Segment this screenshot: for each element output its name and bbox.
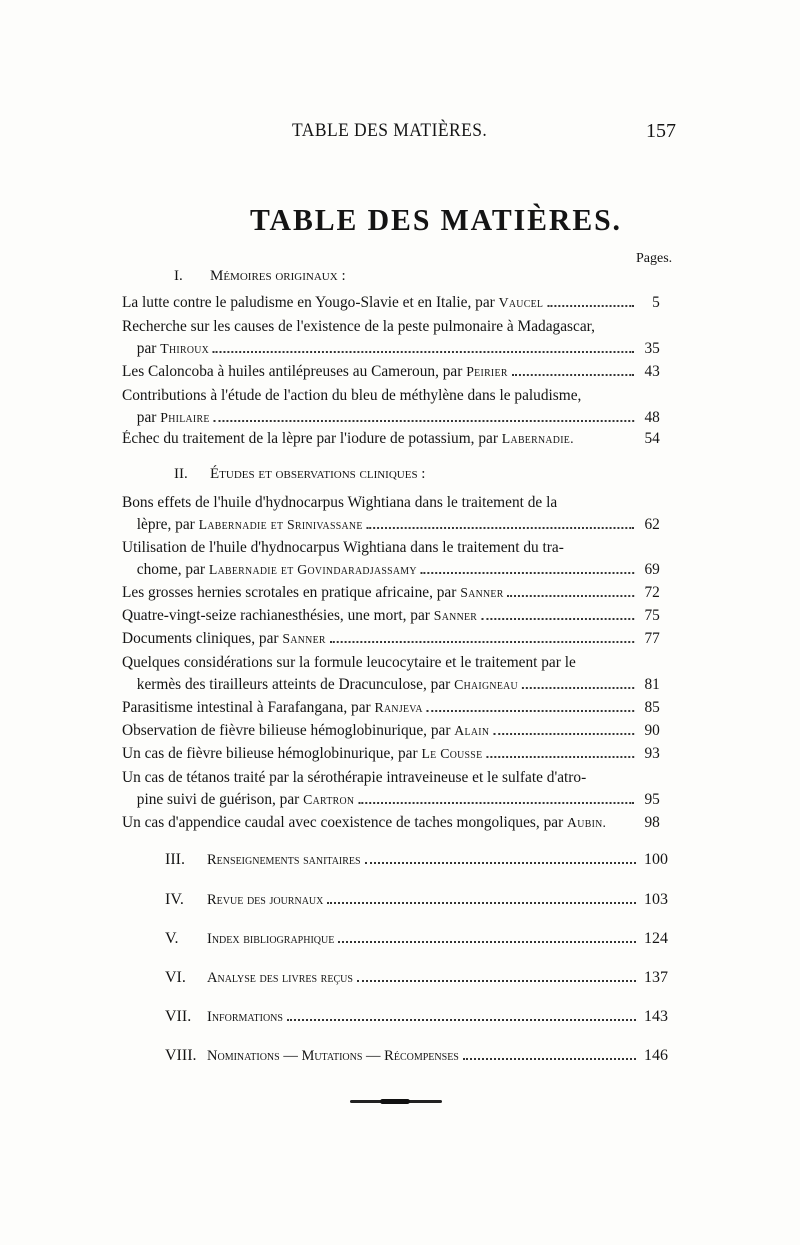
entry-author: Labernadie. <box>501 432 574 447</box>
leader-dots <box>512 373 635 376</box>
entry-text: Contributions à l'étude de l'action du bleu de méthylène dans le paludisme, <box>122 387 582 404</box>
toc-entry <box>122 385 660 430</box>
entry-page: 35 <box>644 340 660 357</box>
toc-entry <box>122 537 660 582</box>
toc-entry <box>122 582 660 605</box>
entry-author: Le Cousse <box>421 747 483 762</box>
section-number: V. <box>165 930 179 947</box>
leader-dots <box>463 1057 636 1060</box>
section-number: II. <box>174 466 188 482</box>
leader-dots <box>327 901 636 904</box>
entry-page: 90 <box>644 722 660 739</box>
entry-text: Un cas d'appendice caudal avec coexistence de taches mongoliques, par <box>122 814 564 831</box>
entry-author: Labernadie et Govindaradjassamy <box>208 563 417 578</box>
toc-entry <box>122 767 660 812</box>
leader-dots <box>547 304 634 307</box>
entry-text: Un cas de tétanos traité par la sérothérapie intraveineuse et le sulfate d'atro- <box>122 769 587 786</box>
toc-section-entry <box>165 1045 668 1067</box>
toc-section-entry <box>165 889 668 911</box>
entry-text: kermès des tirailleurs atteints de Dracunculose, par <box>136 676 451 693</box>
section-title: Études et observations cliniques : <box>210 466 426 482</box>
entry-text: Parasitisme intestinal à Farafangana, par <box>122 699 371 716</box>
section-heading-1 <box>174 268 346 285</box>
entry-page: 62 <box>644 516 660 533</box>
entry-text: pine suivi de guérison, par <box>136 791 300 808</box>
leader-dots <box>421 571 634 574</box>
closing-rule <box>350 1100 442 1103</box>
toc-entry <box>122 812 660 835</box>
toc-entry <box>122 743 660 766</box>
entry-page: 103 <box>644 891 668 908</box>
entry-page: 43 <box>644 363 660 380</box>
section-heading-2 <box>174 466 425 483</box>
entry-page: 98 <box>644 814 660 831</box>
entry-page: 100 <box>644 851 668 868</box>
section-title: Nominations — Mutations — Récompenses <box>207 1048 459 1064</box>
leader-dots <box>427 709 634 712</box>
entry-page: 85 <box>644 699 660 716</box>
leader-dots <box>486 755 634 758</box>
entry-text: par <box>136 340 157 357</box>
entry-author: Alain <box>454 724 490 739</box>
running-head: TABLE DES MATIÈRES. <box>292 120 488 141</box>
toc-section-entry <box>165 967 668 989</box>
entry-page: 124 <box>644 930 668 947</box>
entry-author: Cartron <box>303 793 355 808</box>
entry-text: Observation de fièvre bilieuse hémoglobinurique, par <box>122 722 451 739</box>
entry-text: Bons effets de l'huile d'hydnocarpus Wightiana dans le traitement de la <box>122 494 558 511</box>
entry-author: Peirier <box>466 365 508 380</box>
entry-text: Utilisation de l'huile d'hydnocarpus Wightiana dans le traitement du tra- <box>122 539 564 556</box>
section-title: Renseignements sanitaires <box>207 852 361 868</box>
entry-page: 146 <box>644 1047 668 1064</box>
entry-text: Un cas de fièvre bilieuse hémoglobinurique, par <box>122 745 418 762</box>
toc-entry <box>122 316 660 361</box>
toc-entry <box>122 720 660 743</box>
entry-author: Philaire <box>160 411 210 426</box>
toc-section-entry <box>165 928 668 950</box>
section-title: Analyse des livres reçus <box>207 970 353 986</box>
entry-page: 75 <box>644 607 660 624</box>
entry-page: 5 <box>652 294 660 311</box>
section-number: VII. <box>165 1008 192 1025</box>
leader-dots <box>287 1018 636 1021</box>
entry-text: Les Caloncoba à huiles antilépreuses au Cameroun, par <box>122 363 463 380</box>
section-title: Index bibliographique <box>207 931 335 947</box>
section-number: VI. <box>165 969 186 986</box>
entry-page: 72 <box>644 584 660 601</box>
section-title: Revue des journaux <box>207 892 324 908</box>
leader-dots <box>213 350 634 353</box>
entry-author: Vaucel <box>498 296 544 311</box>
leader-dots <box>508 594 635 597</box>
entry-text: La lutte contre le paludisme en Yougo-Slavie et en Italie, par <box>122 294 495 311</box>
section-number: IV. <box>165 891 184 908</box>
entry-author: Labernadie et Srinivassane <box>198 518 363 533</box>
leader-dots <box>493 732 634 735</box>
entry-text: chome, par <box>136 561 206 578</box>
entry-page: 137 <box>644 969 668 986</box>
toc-entry <box>122 492 660 537</box>
page-title: TABLE DES MATIÈRES. <box>250 202 622 237</box>
entry-author: Aubin. <box>567 816 607 831</box>
toc-section-entry <box>165 849 668 871</box>
entry-text: Recherche sur les causes de l'existence de la peste pulmonaire à Madagascar, <box>122 318 595 335</box>
page-number: 157 <box>646 120 676 142</box>
entry-text: Quelques considérations sur la formule leucocytaire et le traitement par le <box>122 654 576 671</box>
entry-page: 143 <box>644 1008 668 1025</box>
entry-page: 54 <box>644 430 660 447</box>
section-number: VIII. <box>165 1047 197 1064</box>
entry-text: Quatre-vingt-seize rachianesthésies, une mort, par <box>122 607 430 624</box>
entry-page: 95 <box>644 791 660 808</box>
entry-page: 69 <box>644 561 660 578</box>
section-title: Mémoires originaux : <box>210 268 346 284</box>
section-number: III. <box>165 851 185 868</box>
toc-entry <box>122 652 660 697</box>
leader-dots <box>330 640 634 643</box>
entry-text: Échec du traitement de la lèpre par l'iodure de potassium, par <box>122 430 498 447</box>
leader-dots <box>481 617 634 620</box>
entry-author: Sanner <box>433 609 478 624</box>
entry-author: Thiroux <box>160 342 210 357</box>
leader-dots <box>522 686 634 689</box>
leader-dots <box>365 861 636 864</box>
leader-dots <box>357 979 636 982</box>
toc-entry <box>122 428 660 451</box>
toc-entry <box>122 292 660 315</box>
section-title: Informations <box>207 1009 283 1025</box>
toc-entry <box>122 697 660 720</box>
pages-column-label: Pages. <box>636 251 673 266</box>
entry-author: Chaigneau <box>454 678 518 693</box>
entry-page: 77 <box>644 630 660 647</box>
entry-page: 81 <box>644 676 660 693</box>
entry-text: Documents cliniques, par <box>122 630 279 647</box>
entry-page: 48 <box>644 409 660 426</box>
leader-dots <box>358 801 634 804</box>
entry-page: 93 <box>644 745 660 762</box>
leader-dots <box>338 940 636 943</box>
entry-text: par <box>136 409 157 426</box>
leader-dots <box>214 419 635 422</box>
toc-entry <box>122 361 660 384</box>
entry-author: Ranjeva <box>374 701 423 716</box>
toc-section-entry <box>165 1006 668 1028</box>
leader-dots <box>367 526 635 529</box>
entry-author: Sanner <box>282 632 326 647</box>
toc-entry <box>122 605 660 628</box>
entry-author: Sanner <box>460 586 504 601</box>
section-number: I. <box>174 268 183 284</box>
entry-text: lèpre, par <box>136 516 195 533</box>
toc-entry <box>122 628 660 651</box>
entry-text: Les grosses hernies scrotales en pratique africaine, par <box>122 584 457 601</box>
